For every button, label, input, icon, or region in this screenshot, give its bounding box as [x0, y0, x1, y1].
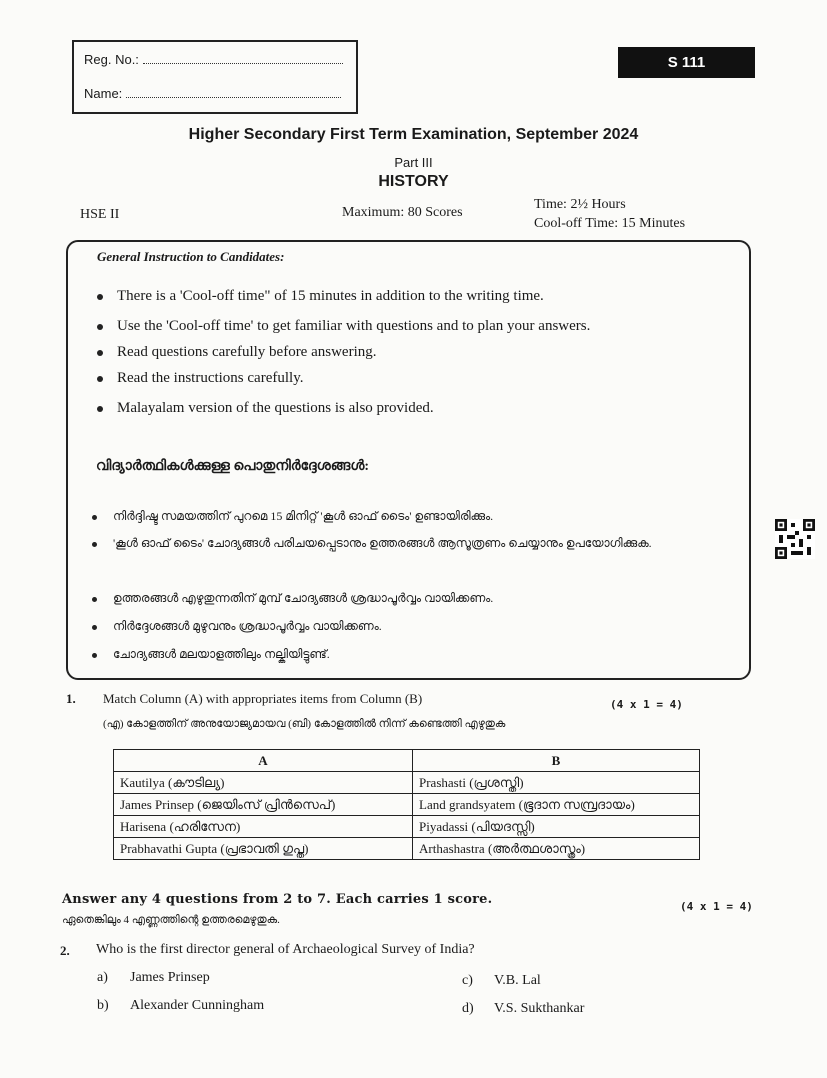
- table-cell: Prabhavathi Gupta (പ്രഭാവതി ഗുപ്ത): [114, 838, 413, 860]
- bullet-icon: [92, 515, 97, 520]
- table-cell: Harisena (ഹരിസേന): [114, 816, 413, 838]
- table-cell: James Prinsep (ജെയിംസ് പ്രിൻസെപ്): [114, 794, 413, 816]
- bullet-icon: [97, 406, 103, 412]
- bullet-icon: [92, 653, 97, 658]
- match-table: [113, 749, 700, 860]
- bullet-icon: [92, 542, 97, 547]
- score-label: (4 x 1 = 4): [680, 900, 753, 913]
- question-number: 1.: [66, 691, 76, 706]
- table-row: [114, 838, 700, 860]
- malayalam-instruction-item: ഉത്തരങ്ങൾ എഴുതുന്നതിന് മുമ്പ് ചോദ്യങ്ങൾ ശ്രദ്ധാപൂർവ്വം വായിക്കണം.: [92, 585, 732, 611]
- time-duration: Time: 2½ Hours: [534, 197, 626, 212]
- section-instruction: Answer any 4 questions from 2 to 7. Each carries 1 score.: [62, 892, 493, 907]
- malayalam-instructions-heading: വിദ്യാർത്ഥികൾക്കുള്ള പൊതുനിർദ്ദേശങ്ങൾ:: [96, 459, 370, 474]
- question-text: Match Column (A) with appropriates items from Column (B): [103, 691, 423, 706]
- option-key: d): [462, 1001, 474, 1016]
- malayalam-instruction-item: 'കൂൾ ഓഫ് ടൈം' ചോദ്യങ്ങൾ പരിചയപ്പെടാനും ഉത്തരങ്ങൾ ആസൂത്രണം ചെയ്യാനും ഉപയോഗിക്കുക.: [92, 530, 732, 556]
- max-score: Maximum: 80 Scores: [342, 205, 463, 220]
- reg-no-label: Reg. No.:: [84, 52, 139, 67]
- option-key: b): [97, 998, 109, 1013]
- option-key: a): [97, 970, 108, 985]
- instructions-heading: General Instruction to Candidates:: [97, 249, 285, 264]
- question-number: 2.: [60, 943, 70, 958]
- class-label: HSE II: [80, 207, 120, 222]
- part-label: Part III: [394, 155, 433, 170]
- malayalam-instruction-item: നിർദ്ദിഷ്ട സമയത്തിന് പുറമെ 15 മിനിറ്റ് 'കൂൾ ഓഫ് ടൈം' ഉണ്ടായിരിക്കും.: [92, 503, 732, 529]
- instruction-item: Read questions carefully before answering.: [97, 344, 377, 361]
- subject-title: HISTORY: [378, 173, 449, 190]
- table-cell: Piyadassi (പിയദസ്സി): [413, 816, 700, 838]
- bullet-icon: [92, 625, 97, 630]
- option-text: Alexander Cunningham: [130, 998, 265, 1013]
- column-header-a: A: [114, 750, 413, 772]
- name-line[interactable]: [84, 86, 341, 101]
- bullet-icon: [97, 376, 103, 382]
- option-text: James Prinsep: [130, 970, 210, 985]
- option-key: c): [462, 973, 473, 988]
- instruction-item: Read the instructions carefully.: [97, 370, 303, 387]
- column-header-b: B: [413, 750, 700, 772]
- table-row: [114, 772, 700, 794]
- table-cell: Prashasti (പ്രശസ്തി): [413, 772, 700, 794]
- malayalam-instruction-item: നിർദ്ദേശങ്ങൾ മുഴുവനും ശ്രദ്ധാപൂർവ്വം വായിക്കണം.: [92, 613, 732, 639]
- bullet-icon: [97, 350, 103, 356]
- table-cell: Land grandsyatem (ഭൂദാന സമ്പ്രദായം): [413, 794, 700, 816]
- bullet-icon: [97, 324, 103, 330]
- question-text-malayalam: (എ) കോളത്തിന് അനുയോജ്യമായവ (ബി) കോളത്തിൽ നിന്ന് കണ്ടെത്തി എഴുതുക: [103, 718, 506, 730]
- reg-no-line[interactable]: [84, 52, 343, 67]
- table-row: [114, 816, 700, 838]
- name-label: Name:: [84, 86, 123, 101]
- exam-title: Higher Secondary First Term Examination, September 2024: [188, 126, 639, 143]
- instruction-item: Use the 'Cool-off time' to get familiar with questions and to plan your answers.: [97, 318, 590, 335]
- table-cell: Kautilya (കൗടില്യ): [114, 772, 413, 794]
- malayalam-instruction-item: ചോദ്യങ്ങൾ മലയാളത്തിലും നല്കിയിട്ടുണ്ട്.: [92, 641, 732, 667]
- paper-code: S 111: [618, 47, 755, 78]
- question-text: Who is the first director general of Archaeological Survey of India?: [96, 942, 475, 957]
- table-row: [114, 794, 700, 816]
- instruction-item: There is a 'Cool-off time" of 15 minutes in addition to the writing time.: [97, 288, 544, 305]
- option-text: V.B. Lal: [494, 973, 541, 988]
- section-instruction-malayalam: ഏതെങ്കിലും 4 എണ്ണത്തിന്റെ ഉത്തരമെഴുതുക.: [62, 914, 280, 926]
- table-header-row: [114, 750, 700, 772]
- instruction-item: Malayalam version of the questions is also provided.: [97, 400, 434, 417]
- registration-box: [72, 40, 358, 114]
- option-text: V.S. Sukthankar: [494, 1001, 585, 1016]
- bullet-icon: [97, 294, 103, 300]
- table-cell: Arthashastra (അർത്ഥശാസ്ത്രം): [413, 838, 700, 860]
- qr-code-icon: [775, 519, 815, 559]
- score-label: (4 x 1 = 4): [610, 698, 683, 711]
- bullet-icon: [92, 597, 97, 602]
- cool-off-time: Cool-off Time: 15 Minutes: [534, 216, 686, 231]
